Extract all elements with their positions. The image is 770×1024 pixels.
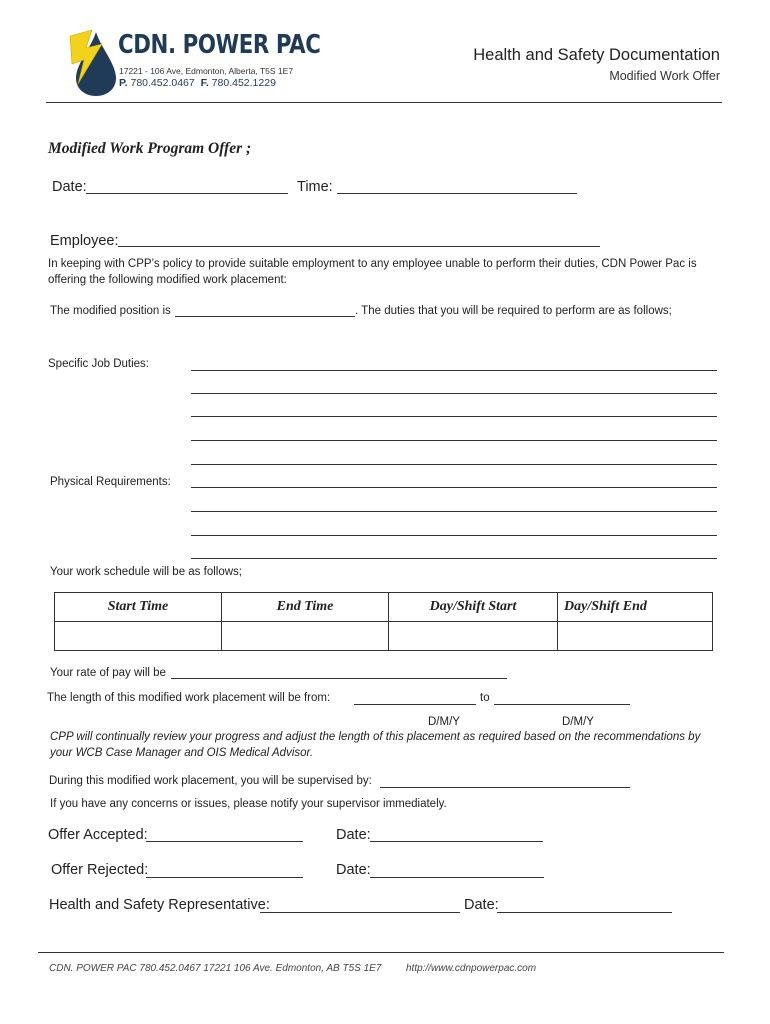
footer-company-info: CDN. POWER PAC 780.452.0467 17221 106 Ave. Edmonton, AB T5S 1E7 (49, 963, 382, 974)
offer-rejected-date-field[interactable] (370, 877, 544, 878)
offer-accepted-date-label: Date: (336, 827, 371, 843)
schedule-entry-row (55, 622, 713, 651)
length-label: The length of this modified work placement will be from: (47, 692, 331, 704)
duties-line[interactable] (191, 393, 717, 394)
hs-rep-field[interactable] (260, 912, 460, 913)
hs-rep-date-label: Date: (464, 897, 499, 913)
intro-text-line1: In keeping with CPP’s policy to provide suitable employment to any employee unable to perform their duties, CDN Power Pac is (48, 258, 697, 270)
supervisor-field[interactable] (380, 787, 630, 788)
duties-line[interactable] (191, 464, 717, 465)
specific-duties-label: Specific Job Duties: (48, 358, 149, 370)
document-title: Health and Safety Documentation (473, 46, 720, 64)
position-prefix: The modified position is (50, 305, 171, 317)
review-note-line2: your WCB Case Manager and OIS Medical Advisor. (50, 747, 314, 759)
physical-line[interactable] (191, 558, 717, 559)
footer-divider (38, 952, 724, 953)
hs-rep-label: Health and Safety Representative: (49, 897, 270, 913)
day-shift-start-cell[interactable] (389, 622, 558, 651)
supervisor-label: During this modified work placement, you will be supervised by: (49, 775, 372, 787)
duties-line[interactable] (191, 416, 717, 417)
intro-text-line2: offering the following modified work placement: (48, 274, 287, 286)
position-field[interactable] (175, 316, 355, 317)
offer-rejected-date-label: Date: (336, 862, 371, 878)
hs-rep-date-field[interactable] (497, 912, 672, 913)
time-label: Time: (297, 179, 333, 195)
to-date-format: D/M/Y (562, 716, 594, 728)
length-to-label: to (480, 692, 490, 704)
physical-line[interactable] (191, 511, 717, 512)
header-divider (46, 102, 722, 103)
company-logo (62, 26, 122, 98)
review-note-line1: CPP will continually review your progress and adjust the length of this placement as required based on the recommendations by (50, 731, 701, 743)
schedule-label: Your work schedule will be as follows; (50, 566, 242, 578)
offer-accepted-date-field[interactable] (370, 841, 543, 842)
position-suffix: . The duties that you will be required to perform are as follows; (355, 305, 672, 317)
offer-rejected-label: Offer Rejected: (51, 862, 149, 878)
schedule-header-start-time: Start Time (55, 593, 222, 622)
pay-label: Your rate of pay will be (50, 667, 166, 679)
physical-line[interactable] (191, 487, 717, 488)
schedule-header-row (55, 593, 713, 622)
physical-line[interactable] (191, 535, 717, 536)
employee-label: Employee: (50, 233, 119, 249)
document-subtitle: Modified Work Offer (609, 69, 720, 83)
lightning-drop-icon (62, 26, 122, 98)
schedule-table (54, 592, 713, 651)
offer-accepted-label: Offer Accepted: (48, 827, 148, 843)
logo-phone-line: P. 780.452.0467 F. 780.452.1229 (119, 77, 276, 89)
logo-company-name: CDN. POWER PAC (118, 30, 321, 60)
length-from-field[interactable] (354, 704, 476, 705)
day-shift-end-cell[interactable] (558, 622, 713, 651)
duties-line[interactable] (191, 440, 717, 441)
date-label: Date: (52, 179, 87, 195)
footer-website-link[interactable]: http://www.cdnpowerpac.com (406, 963, 537, 974)
offer-accepted-field[interactable] (146, 841, 303, 842)
start-time-cell[interactable] (55, 622, 222, 651)
from-date-format: D/M/Y (428, 716, 460, 728)
end-time-cell[interactable] (222, 622, 389, 651)
length-to-field[interactable] (494, 704, 630, 705)
employee-field[interactable] (118, 246, 600, 247)
pay-field[interactable] (171, 678, 507, 679)
concerns-text: If you have any concerns or issues, please notify your supervisor immediately. (50, 798, 447, 810)
schedule-header-day-shift-start: Day/Shift Start (389, 593, 558, 622)
schedule-header-day-shift-end: Day/Shift End (558, 593, 713, 622)
date-field[interactable] (86, 193, 288, 194)
physical-requirements-label: Physical Requirements: (50, 476, 171, 488)
duties-line[interactable] (191, 370, 717, 371)
offer-rejected-field[interactable] (146, 877, 303, 878)
form-heading: Modified Work Program Offer ; (48, 140, 252, 157)
time-field[interactable] (337, 193, 577, 194)
schedule-header-end-time: End Time (222, 593, 389, 622)
logo-address: 17221 - 106 Ave, Edmonton, Alberta, T5S 1E7 (119, 66, 294, 76)
